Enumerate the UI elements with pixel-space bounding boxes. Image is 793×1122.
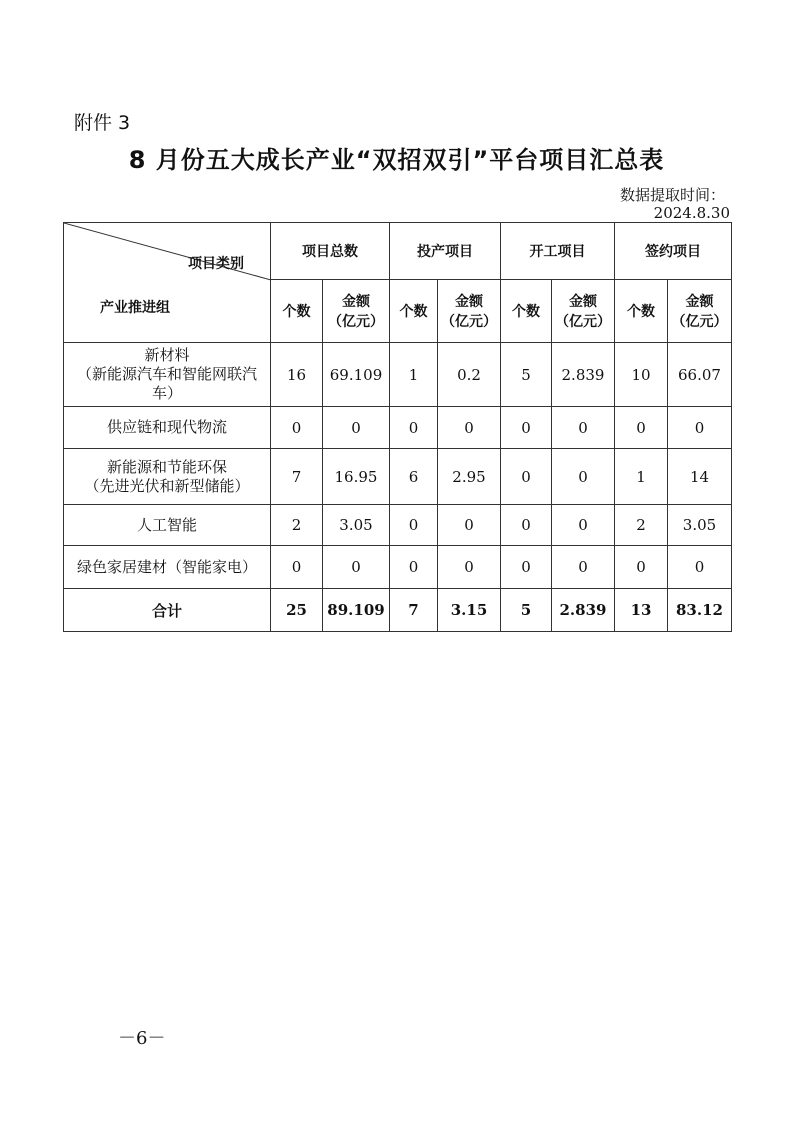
total-count-signed: 13 bbox=[615, 589, 668, 632]
total-amount-started: 2.839 bbox=[552, 589, 615, 632]
subheader-amount-line1: 金额 bbox=[685, 294, 714, 310]
subheader-amount bbox=[323, 280, 390, 343]
subheader-count: 个数 bbox=[501, 280, 552, 343]
summary-table bbox=[63, 222, 732, 632]
subheader-count: 个数 bbox=[390, 280, 438, 343]
group-header-started: 开工项目 bbox=[501, 223, 615, 280]
cell-amount-signed: 0 bbox=[668, 546, 732, 589]
cell-amount-total: 3.05 bbox=[323, 505, 390, 546]
cell-count-total: 0 bbox=[271, 546, 323, 589]
cell-count-signed: 0 bbox=[615, 546, 668, 589]
header-row-groups bbox=[64, 223, 732, 280]
attachment-label: 附件 3 bbox=[74, 112, 131, 134]
table-row bbox=[64, 343, 732, 407]
subheader-amount bbox=[438, 280, 501, 343]
total-amount-total: 89.109 bbox=[323, 589, 390, 632]
subheader-amount bbox=[668, 280, 732, 343]
cell-amount-signed: 3.05 bbox=[668, 505, 732, 546]
subheader-amount-line1: 金额 bbox=[342, 294, 370, 310]
cell-amount-signed: 66.07 bbox=[668, 343, 732, 407]
cell-count-production: 0 bbox=[390, 407, 438, 449]
cell-count-production: 0 bbox=[390, 546, 438, 589]
cell-amount-signed: 14 bbox=[668, 449, 732, 505]
subheader-amount-line1: 金额 bbox=[455, 294, 483, 310]
cell-count-signed: 0 bbox=[615, 407, 668, 449]
cell-amount-production: 0 bbox=[438, 505, 501, 546]
cell-count-started: 0 bbox=[501, 505, 552, 546]
total-row bbox=[64, 589, 732, 632]
cell-amount-production: 2.95 bbox=[438, 449, 501, 505]
subheader-amount-line1: 金额 bbox=[569, 294, 597, 310]
corner-header-cell bbox=[64, 223, 271, 343]
cell-amount-total: 0 bbox=[323, 546, 390, 589]
cell-count-total: 2 bbox=[271, 505, 323, 546]
subheader-amount bbox=[552, 280, 615, 343]
cell-count-started: 0 bbox=[501, 546, 552, 589]
cell-count-total: 0 bbox=[271, 407, 323, 449]
subheader-amount-line2: （亿元） bbox=[671, 314, 728, 330]
corner-label-group: 产业推进组 bbox=[100, 300, 170, 316]
cell-count-signed: 10 bbox=[615, 343, 668, 407]
cell-count-signed: 2 bbox=[615, 505, 668, 546]
cell-count-started: 0 bbox=[501, 449, 552, 505]
cell-count-signed: 1 bbox=[615, 449, 668, 505]
cell-count-total: 7 bbox=[271, 449, 323, 505]
cell-count-production: 6 bbox=[390, 449, 438, 505]
row-label-line: 新能源和节能环保 bbox=[106, 457, 227, 476]
row-label-line: 新材料 bbox=[144, 346, 190, 364]
cell-amount-production: 0.2 bbox=[438, 343, 501, 407]
subheader-amount-line2: （亿元） bbox=[555, 314, 611, 330]
group-header-production: 投产项目 bbox=[390, 223, 501, 280]
row-label: 供应链和现代物流 bbox=[64, 407, 271, 449]
cell-count-production: 0 bbox=[390, 505, 438, 546]
extract-date: 2024.8.30 bbox=[653, 204, 730, 222]
table-row bbox=[64, 449, 732, 505]
cell-amount-started: 0 bbox=[552, 407, 615, 449]
total-amount-signed: 83.12 bbox=[668, 589, 732, 632]
total-count-total: 25 bbox=[271, 589, 323, 632]
cell-amount-production: 0 bbox=[438, 546, 501, 589]
page-number: －6－ bbox=[118, 1028, 166, 1049]
cell-count-started: 5 bbox=[501, 343, 552, 407]
cell-amount-signed: 0 bbox=[668, 407, 732, 449]
corner-label-category: 项目类别 bbox=[188, 256, 244, 272]
subheader-amount-line2: （亿元） bbox=[441, 314, 497, 330]
document-title: 8 月份五大成长产业“双招双引”平台项目汇总表 bbox=[128, 146, 665, 174]
cell-amount-started: 0 bbox=[552, 546, 615, 589]
group-header-signed: 签约项目 bbox=[615, 223, 732, 280]
row-label: 绿色家居建材（智能家电） bbox=[64, 546, 271, 589]
cell-count-production: 1 bbox=[390, 343, 438, 407]
subheader-amount-line2: （亿元） bbox=[328, 314, 384, 330]
cell-count-started: 0 bbox=[501, 407, 552, 449]
cell-amount-total: 69.109 bbox=[323, 343, 390, 407]
cell-amount-started: 0 bbox=[552, 449, 615, 505]
row-label bbox=[64, 449, 271, 505]
cell-amount-production: 0 bbox=[438, 407, 501, 449]
table-row bbox=[64, 505, 732, 546]
total-label: 合计 bbox=[64, 589, 271, 632]
row-label-line: （新能源汽车和智能网联汽 bbox=[76, 365, 257, 383]
subheader-count: 个数 bbox=[615, 280, 668, 343]
row-label-line: 车） bbox=[151, 384, 182, 402]
cell-amount-total: 0 bbox=[323, 407, 390, 449]
cell-count-total: 16 bbox=[271, 343, 323, 407]
corner-diagonal-line bbox=[64, 223, 271, 343]
cell-amount-started: 0 bbox=[552, 505, 615, 546]
total-amount-production: 3.15 bbox=[438, 589, 501, 632]
total-count-started: 5 bbox=[501, 589, 552, 632]
table-row bbox=[64, 407, 732, 449]
cell-amount-started: 2.839 bbox=[552, 343, 615, 407]
row-label: 人工智能 bbox=[64, 505, 271, 546]
row-label bbox=[64, 343, 271, 407]
row-label-line: （先进光伏和新型储能） bbox=[84, 476, 250, 495]
subheader-count: 个数 bbox=[271, 280, 323, 343]
cell-amount-total: 16.95 bbox=[323, 449, 390, 505]
total-count-production: 7 bbox=[390, 589, 438, 632]
group-header-total: 项目总数 bbox=[271, 223, 390, 280]
table-row bbox=[64, 546, 732, 589]
extract-time-label: 数据提取时间： bbox=[619, 186, 725, 204]
